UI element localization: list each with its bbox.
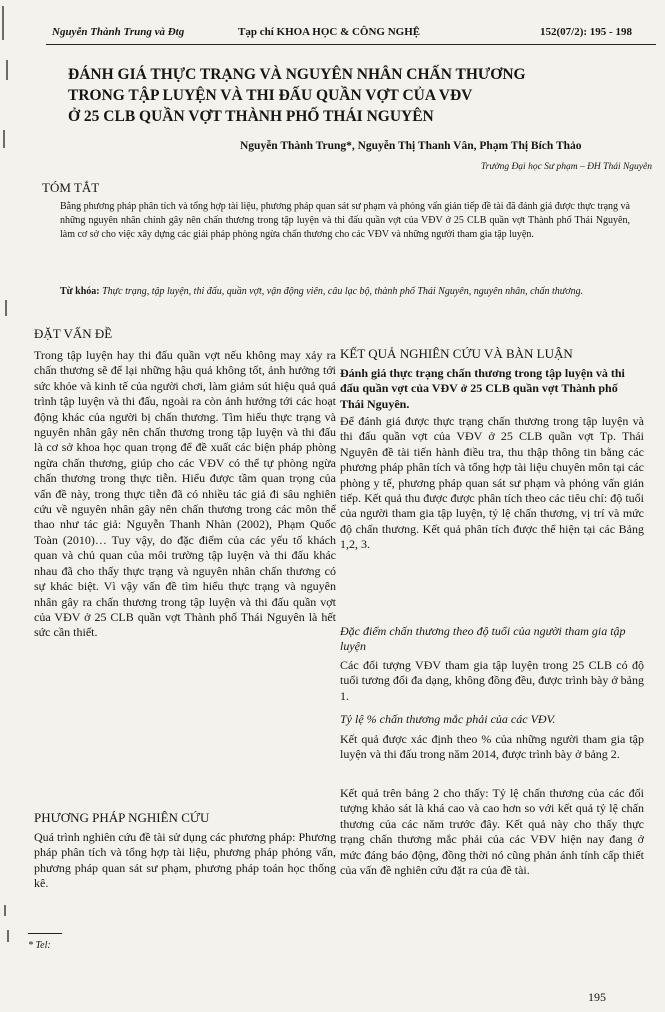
methods-paragraph: Quá trình nghiên cứu đề tài sử dụng các phương pháp: Phương pháp phân tích và tổng hợp tài liệu, phương pháp phỏng vấn, phương pháp quan sát sư phạm, phương pháp toán học thống kê.	[34, 830, 336, 891]
footnote-rule	[28, 933, 62, 934]
footnote: * Tel:	[28, 940, 51, 951]
keywords-label: Từ khóa:	[60, 286, 100, 297]
page-number: 195	[588, 990, 606, 1004]
keywords-list: Thực trạng, tập luyện, thi đấu, quần vợt, vận động viên, câu lạc bộ, thành phố Thái Nguyên, nguyên nhân, chấn thương.	[102, 286, 584, 297]
intro-heading: ĐẶT VẤN ĐỀ	[34, 326, 113, 341]
abstract-text: Bằng phương pháp phân tích và tổng hợp tài liệu, phương pháp quan sát sư phạm và phỏng vấn gián tiếp đề tài đã đánh giá được thực trạng và những nguyên nhân chính gây nên chấn thương trong tập luyện và thi đấu quần vợt của VĐV ở 25 CLB quần vợt Thành phố Thái Nguyên, làm cơ sở cho việc xây dựng các giải pháp phòng ngừa chấn thương cho các VĐV và những người tham gia tập luyện.	[60, 201, 630, 240]
binding-marks	[0, 0, 14, 1012]
intro-paragraph: Trong tập luyện hay thi đấu quần vợt nếu không may xảy ra chấn thương sẽ để lại những hậu quả không tốt, ảnh hưởng tới sức khỏe và kinh tế của người chơi, làm giảm sút hiệu quả quá trình tập luyện và thi đấu, ngoài ra còn ảnh hưởng tới các hoạt động khác của người bị chấn thương. Tìm hiểu thực trạng và nguyên nhân gây nên chấn thương trong tập luyện và thi đấu là cơ sở khoa học quan trọng để đề xuất các biện pháp phòng ngừa chấn thương, giúp cho các VĐV có thể tự phòng ngừa chấn thương trong thực tiễn. Hiểu được tầm quan trọng của vấn đề này, trong thực tiễn đã có nhiều tác giả đi sâu nghiên cứu về nguyên nhân gây nên chấn thương trong các môn thể thao như tác giả: Nguyễn Thanh Nhàn (2002), Phạm Quốc Toàn (2010)… Tuy vậy, do đặc điểm của các yếu tố khách quan và chủ quan của môi trường tập luyện và thi đấu khác nhau đã cho thấy thực trạng và nguyên nhân chấn thương có sự khác biệt. Vì vậy vấn đề tìm hiểu thực trạng và nguyên nhân gây ra chấn thương trong tập luyện và thi đấu quần vợt của VĐV ở 25 CLB quần vợt Thành phố Thái Nguyên là hết sức cần thiết.	[34, 348, 336, 640]
age-subheading: Đặc điểm chấn thương theo độ tuổi của người tham gia tập luyện	[340, 624, 626, 654]
results-paragraph-2: Các đối tượng VĐV tham gia tập luyện trong 25 CLB có độ tuổi tương đối đa dạng, không đồng đều, được trình bày ở bảng 1.	[340, 658, 645, 703]
results-heading: KẾT QUẢ NGHIÊN CỨU VÀ BÀN LUẬN	[340, 346, 573, 361]
methods-heading: PHƯƠNG PHÁP NGHIÊN CỨU	[34, 810, 210, 825]
results-subheading: Đánh giá thực trạng chấn thương trong tập luyện và thi đấu quần vợt của VĐV ở 25 CLB quần vợt Thành phố Thái Nguyên.	[340, 366, 625, 411]
title-line: Ở 25 CLB QUẦN VỢT THÀNH PHỐ THÁI NGUYÊN	[68, 108, 434, 125]
keywords	[60, 285, 630, 299]
title-line: TRONG TẬP LUYỆN VÀ THI ĐẤU QUẦN VỢT CỦA VĐV	[68, 87, 473, 104]
results-paragraph-1: Để đánh giá được thực trạng chấn thương trong tập luyện và thi đấu quần vợt của VĐV ở 25 CLB quần vợt Tp. Thái Nguyên đề tài tiến hành điều tra, thu thập thông tin bằng các phương pháp phân tích và tổng hợp tài liệu chuyên môn tại các phòng y tế, phương pháp quan sát sư phạm và phỏng vấn gián tiếp. Kết quả thu được được phân tích theo các tiêu chí: độ tuổi của người tham gia tập luyện, tỷ lệ chấn thương, vị trí và mức độ chấn thương. Kết quả phân tích được thể hiện tại các Bảng 1,2, 3.	[340, 414, 644, 552]
results-paragraph-3: Kết quả được xác định theo % của những người tham gia tập luyện và thi đấu trong năm 2014, được trình bày ở bảng 2.	[340, 732, 644, 762]
rate-subheading: Tỷ lệ % chấn thương mắc phải của các VĐV.	[340, 712, 556, 726]
title-line: ĐÁNH GIÁ THỰC TRẠNG VÀ NGUYÊN NHÂN CHẤN THƯƠNG	[68, 66, 526, 83]
results-paragraph-4: Kết quả trên bảng 2 cho thấy: Tỷ lệ chấn thương của các đối tượng khảo sát là khá cao và cao hơn so với kết quả tỷ lệ chấn thương của các năm trước đây. Kết quả này cho thấy thực trạng chấn thương mắc phải của các VĐV hiện nay đang ở mức đáng báo động, đồng thời nó cũng phản ánh tính cấp thiết của vấn đề nghiên cứu đặt ra của đề tài.	[340, 786, 644, 878]
running-head-journal: Tạp chí KHOA HỌC & CÔNG NGHỆ	[238, 26, 421, 38]
article-title	[68, 64, 628, 127]
header-rule	[46, 44, 656, 45]
authors: Nguyễn Thành Trung*, Nguyễn Thị Thanh Vân, Phạm Thị Bích Thảo	[240, 140, 582, 152]
affiliation: Trường Đại học Sư phạm – ĐH Thái Nguyên	[480, 162, 652, 172]
running-head-author: Nguyễn Thành Trung và Đtg	[52, 26, 185, 38]
running-head-issue: 152(07/2): 195 - 198	[540, 26, 632, 38]
abstract-heading: TÓM TẮT	[42, 180, 100, 195]
